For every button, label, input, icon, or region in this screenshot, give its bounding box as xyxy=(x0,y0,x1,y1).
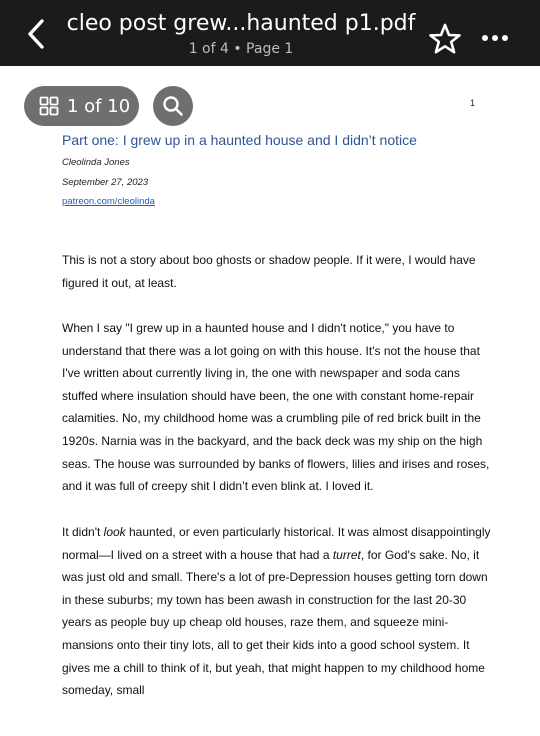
more-horizontal-icon xyxy=(502,35,508,41)
paragraph-3-text: haunted, or even particularly historical. It was almost disappointingly normal—I lived on a street with a house that had a xyxy=(62,525,491,562)
page-navigator-button[interactable] xyxy=(24,86,139,126)
search-icon xyxy=(162,95,184,117)
page-number: 1 xyxy=(470,98,476,108)
document-subtitle: 1 of 4 • Page 1 xyxy=(188,41,294,57)
page-count-label: 1 of 10 xyxy=(67,95,131,117)
favorite-button[interactable] xyxy=(428,22,462,56)
more-options-button[interactable] xyxy=(478,24,512,52)
search-button[interactable] xyxy=(153,86,193,126)
document-title: cleo post grew...haunted p1.pdf xyxy=(66,11,416,36)
emphasis-look: look xyxy=(103,525,126,539)
author: Cleolinda Jones xyxy=(62,157,130,168)
title-block xyxy=(62,10,420,59)
document-heading: Part one: I grew up in a haunted house and I didn’t notice xyxy=(62,132,417,148)
publish-date: September 27, 2023 xyxy=(62,177,149,188)
top-bar xyxy=(0,0,540,66)
paragraph-3-text: , for God's sake. No, it was just old and small. There's a lot of pre-Depression houses getting torn down in these suburbs; my town has been awash in construction for the last 20-30 years as people buy up cheap old houses, raze them, and squeeze mini-mansions onto their tiny lots, all to get their kids into a good school system. It gives me a chill to think of it, but yeah, that might happen to my childhood home someday, small xyxy=(62,547,488,698)
more-horizontal-icon xyxy=(482,35,488,41)
more-horizontal-icon xyxy=(492,35,498,41)
emphasis-turret: turret xyxy=(332,547,361,562)
star-outline-icon xyxy=(428,22,462,56)
paragraph-3 xyxy=(62,521,492,702)
paragraph-1: This is not a story about boo ghosts or shadow people. If it were, I would have figured it out, at least. xyxy=(62,253,476,290)
paragraph-2: When I say "I grew up in a haunted house and I didn't notice," you have to understand that there was a lot going on with this house. It's not the house that I've written about currently living in, the one with newspaper and soda cans stuffed where insulation should have been, the one with constant home-repair calamities. No, my childhood home was a crumbling pile of red brick built in the 1920s. Narnia was in the backyard, and the back deck was my ship on the high seas. The house was surrounded by banks of flowers, lilies and irises and roses, and it was full of creepy shit I didn’t even blink at. I loved it. xyxy=(62,321,490,494)
pdf-page[interactable] xyxy=(0,66,540,736)
back-button[interactable] xyxy=(18,14,54,54)
patreon-link[interactable]: patreon.com/cleolinda xyxy=(62,196,155,207)
chevron-left-icon xyxy=(25,18,47,50)
grid-pages-icon xyxy=(39,96,59,116)
paragraph-3-text: It didn't xyxy=(62,525,104,539)
